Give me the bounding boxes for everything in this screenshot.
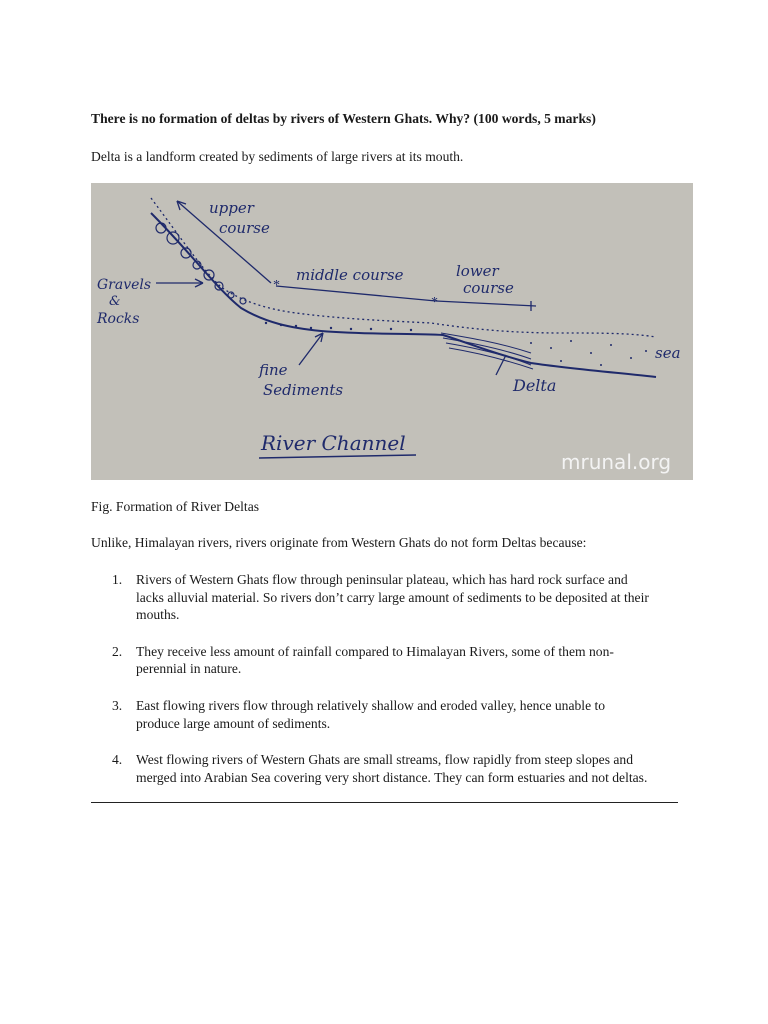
river-channel-figure bbox=[91, 183, 693, 480]
label-upper-1: upper bbox=[209, 199, 254, 217]
label-fine-1: fine bbox=[259, 361, 288, 379]
list-text: West flowing rivers of Western Ghats are small streams, flow rapidly from steep slopes and merged into Arabian Sea covering very short distance. They can form estuaries and not deltas. bbox=[136, 752, 648, 785]
list-item bbox=[91, 697, 651, 732]
list-text: They receive less amount of rainfall compared to Himalayan Rivers, some of them non-perennial in nature. bbox=[136, 643, 614, 677]
list-item bbox=[91, 571, 651, 624]
reasons-list bbox=[91, 571, 651, 805]
label-upper-2: course bbox=[219, 219, 270, 237]
river-sketch bbox=[91, 183, 693, 480]
bottom-rule bbox=[91, 802, 678, 803]
label-fine-2: Sediments bbox=[263, 381, 344, 399]
list-item bbox=[91, 751, 651, 786]
definition-text: Delta is a landform created by sediments of large rivers at its mouth. bbox=[91, 149, 464, 164]
title-underline bbox=[259, 455, 416, 458]
watermark: mrunal.org bbox=[561, 450, 672, 474]
list-item bbox=[91, 643, 651, 678]
svg-text:*: * bbox=[431, 295, 438, 310]
question-heading: There is no formation of deltas by rivers of Western Ghats. Why? (100 words, 5 marks) bbox=[91, 111, 596, 126]
list-text: Rivers of Western Ghats flow through peninsular plateau, which has hard rock surface and lacks alluvial material. So rivers don’t carry large amount of sediments to be deposited at their mouths. bbox=[136, 572, 649, 623]
list-text: East flowing rivers flow through relatively shallow and eroded valley, hence unable to produce large amount of sediments. bbox=[136, 697, 606, 731]
list-number: 3. bbox=[112, 697, 123, 713]
label-sea: sea bbox=[655, 344, 681, 362]
figure-title: River Channel bbox=[261, 431, 406, 455]
label-lower-2: course bbox=[463, 279, 514, 297]
lead-sentence: Unlike, Himalayan rivers, rivers originate from Western Ghats do not form Deltas because: bbox=[91, 535, 587, 550]
list-number: 4. bbox=[112, 752, 123, 768]
figure-caption: Fig. Formation of River Deltas bbox=[91, 499, 260, 514]
label-lower-1: lower bbox=[456, 262, 499, 280]
sediment-dots bbox=[265, 322, 647, 366]
label-middle: middle course bbox=[296, 266, 404, 284]
label-gravels-1: Gravels bbox=[97, 277, 152, 293]
svg-text:*: * bbox=[273, 278, 280, 293]
list-number: 2. bbox=[112, 643, 123, 659]
label-gravels-3: Rocks bbox=[97, 311, 140, 327]
label-delta: Delta bbox=[513, 376, 557, 395]
list-number: 1. bbox=[112, 572, 123, 587]
channel-bed bbox=[151, 213, 656, 377]
label-gravels-2: & bbox=[109, 294, 121, 309]
